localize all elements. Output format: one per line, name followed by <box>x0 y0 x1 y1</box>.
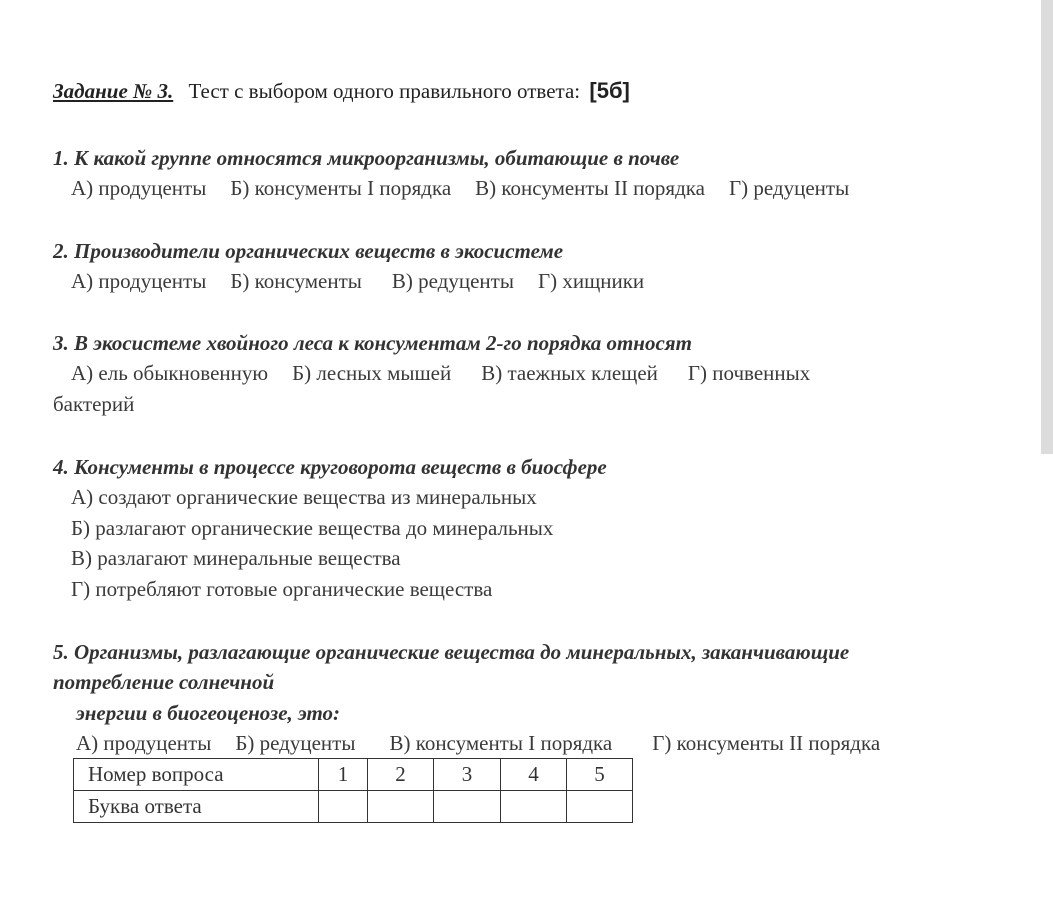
option-d: Г) редуценты <box>728 176 850 200</box>
question-5-line-3: энергии в биогеоценозе, это: <box>76 701 341 725</box>
answer-cell[interactable] <box>501 791 567 823</box>
option-a: А) продуценты <box>76 731 212 755</box>
task-heading <box>53 78 630 104</box>
answer-cell[interactable] <box>368 791 434 823</box>
question-number-cell: 2 <box>368 759 434 791</box>
option-b: Б) консументы I порядка <box>230 176 452 200</box>
question-5-line-1: 5. Организмы, разлагающие органические вещества до минеральных, заканчивающие <box>53 640 850 664</box>
question-3: 3. В экосистеме хвойного леса к консументам 2-го порядка относят <box>53 331 692 355</box>
option-c: В) таежных клещей <box>481 361 658 385</box>
question-5-line-2: потребление солнечной <box>53 670 275 694</box>
row-label-question-number: Номер вопроса <box>74 759 319 791</box>
option-a: А) продуценты <box>71 176 207 200</box>
vertical-scrollbar[interactable] <box>1041 0 1053 454</box>
option-c: В) консументы II порядка <box>475 176 705 200</box>
option-c: В) редуценты <box>391 269 514 293</box>
question-1-options <box>71 175 849 201</box>
answer-cell[interactable] <box>434 791 501 823</box>
option-a: А) ель обыкновенную <box>71 361 269 385</box>
task-instruction: Тест с выбором одного правильного ответа: <box>188 79 581 103</box>
answer-table <box>73 758 633 823</box>
task-label: Задание № 3. <box>53 79 174 103</box>
answer-cell[interactable] <box>567 791 633 823</box>
table-row-answers <box>74 791 633 823</box>
question-number-cell: 3 <box>434 759 501 791</box>
option-d: Г) консументы II порядка <box>652 731 881 755</box>
question-2: 2. Производители органических веществ в экосистеме <box>53 239 564 263</box>
question-1: 1. К какой группе относятся микроорганизмы, обитающие в почве <box>53 146 680 170</box>
question-2-options <box>71 268 644 294</box>
question-4-option-a: А) создают органические вещества из минеральных <box>71 485 537 509</box>
question-4-option-d: Г) потребляют готовые органические вещества <box>71 577 493 601</box>
option-b: Б) редуценты <box>235 731 356 755</box>
task-points: [5б] <box>589 78 630 103</box>
option-b: Б) консументы <box>230 269 362 293</box>
option-b: Б) лесных мышей <box>292 361 452 385</box>
table-row-numbers <box>74 759 633 791</box>
option-c: В) консументы I порядка <box>389 731 613 755</box>
option-d: Г) хищники <box>537 269 645 293</box>
row-label-answer-letter: Буква ответа <box>74 791 319 823</box>
question-number-cell: 4 <box>501 759 567 791</box>
question-3-options <box>71 360 810 386</box>
option-d: Г) почвенных <box>687 361 811 385</box>
question-number-cell: 1 <box>319 759 368 791</box>
answer-cell[interactable] <box>319 791 368 823</box>
question-5-options <box>76 730 880 756</box>
question-4-option-c: В) разлагают минеральные вещества <box>71 546 401 570</box>
option-a: А) продуценты <box>71 269 207 293</box>
question-4: 4. Консументы в процессе круговорота веществ в биосфере <box>53 455 607 479</box>
question-3-options-continuation: бактерий <box>53 392 135 416</box>
question-4-option-b: Б) разлагают органические вещества до минеральных <box>71 516 554 540</box>
question-number-cell: 5 <box>567 759 633 791</box>
